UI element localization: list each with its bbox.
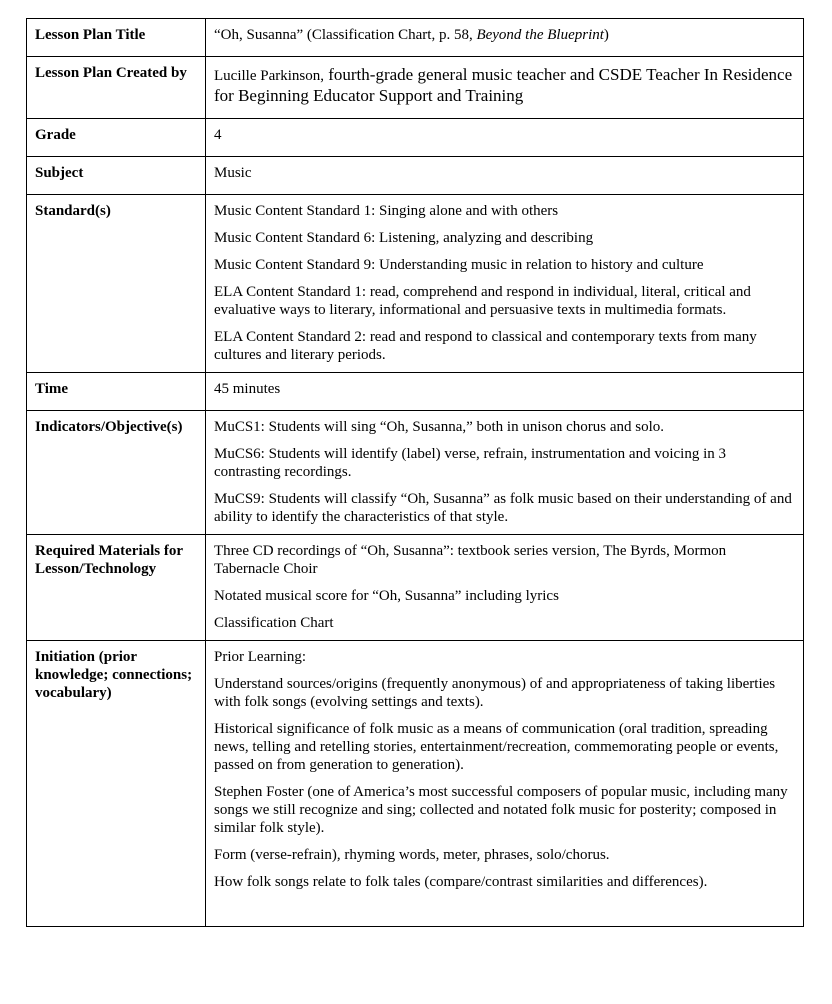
row-subject xyxy=(27,157,804,195)
standard-item: Music Content Standard 9: Understanding music in relation to history and culture xyxy=(214,257,704,273)
title-book: Beyond the Blueprint xyxy=(476,27,604,43)
label-materials: Required Materials for Lesson/Technology xyxy=(27,535,206,641)
value-subject: Music xyxy=(206,157,804,195)
objective-item: MuCS6: Students will identify (label) verse, refrain, instrumentation and voicing in 3 contrasting recordings. xyxy=(214,446,726,480)
row-materials xyxy=(27,535,804,641)
standard-item: ELA Content Standard 2: read and respond to classical and contemporary texts from many cultures and literary periods. xyxy=(214,329,757,363)
material-item: Classification Chart xyxy=(214,615,334,631)
value-time: 45 minutes xyxy=(206,373,804,411)
value-materials xyxy=(206,535,804,641)
label-initiation: Initiation (prior knowledge; connections; vocabulary) xyxy=(27,641,206,927)
row-created-by xyxy=(27,57,804,119)
objective-item: MuCS1: Students will sing “Oh, Susanna,” both in unison chorus and solo. xyxy=(214,419,664,435)
label-lesson-plan-title: Lesson Plan Title xyxy=(27,19,206,57)
initiation-item: How folk songs relate to folk tales (compare/contrast similarities and differences). xyxy=(214,874,708,890)
row-objectives xyxy=(27,411,804,535)
initiation-item: Stephen Foster (one of America’s most successful composers of popular music, including many songs we still recognize and sing; collected and notated folk music for posterity; composed in similar folk style). xyxy=(214,784,788,836)
label-objectives: Indicators/Objective(s) xyxy=(27,411,206,535)
label-grade: Grade xyxy=(27,119,206,157)
label-subject: Subject xyxy=(27,157,206,195)
value-initiation xyxy=(206,641,804,927)
row-initiation xyxy=(27,641,804,927)
lesson-plan-table xyxy=(26,18,804,927)
title-text: “Oh, Susanna” (Classification Chart, p. 58, xyxy=(214,27,477,43)
standard-item: Music Content Standard 1: Singing alone and with others xyxy=(214,203,559,219)
initiation-item: Form (verse-refrain), rhyming words, meter, phrases, solo/chorus. xyxy=(214,847,610,863)
standard-item: ELA Content Standard 1: read, comprehend and respond in individual, literal, critical and evaluative ways to literary, informational and persuasive texts in multimedia formats. xyxy=(214,284,751,318)
value-lesson-plan-title xyxy=(206,19,804,57)
standard-item: Music Content Standard 6: Listening, analyzing and describing xyxy=(214,230,594,246)
value-created-by xyxy=(206,57,804,119)
label-standards: Standard(s) xyxy=(27,195,206,373)
author-description: fourth-grade general music teacher and CSDE Teacher In Residence for Beginning Educator Support and Training xyxy=(214,65,793,105)
value-standards xyxy=(206,195,804,373)
initiation-item: Understand sources/origins (frequently anonymous) of and appropriateness of taking liberties with folk songs (evolving settings and texts). xyxy=(214,676,776,710)
material-item: Notated musical score for “Oh, Susanna” including lyrics xyxy=(214,588,559,604)
initiation-item: Historical significance of folk music as a means of communication (oral tradition, spreading news, telling and retelling stories, entertainment/recreation, commemorating people or events, passed on from generation to generation). xyxy=(214,721,779,773)
row-time xyxy=(27,373,804,411)
objective-item: MuCS9: Students will classify “Oh, Susanna” as folk music based on their understanding of and ability to identify the characteristics of that style. xyxy=(214,491,792,525)
row-lesson-plan-title xyxy=(27,19,804,57)
row-grade xyxy=(27,119,804,157)
label-time: Time xyxy=(27,373,206,411)
title-suffix: ) xyxy=(603,27,609,43)
row-standards xyxy=(27,195,804,373)
label-created-by: Lesson Plan Created by xyxy=(27,57,206,119)
material-item: Three CD recordings of “Oh, Susanna”: textbook series version, The Byrds, Mormon Tabernacle Choir xyxy=(214,543,727,577)
initiation-item: Prior Learning: xyxy=(214,649,307,665)
value-grade: 4 xyxy=(206,119,804,157)
value-objectives xyxy=(206,411,804,535)
author-name: Lucille Parkinson, xyxy=(214,68,324,84)
